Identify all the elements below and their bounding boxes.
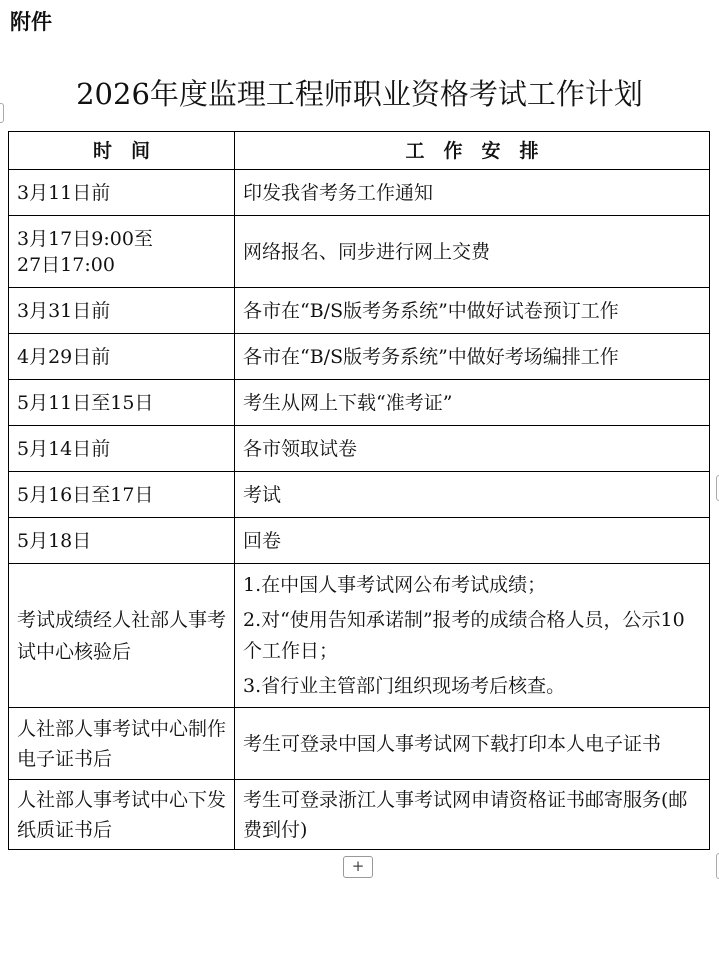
arrangement-cell[interactable]: [235, 564, 710, 708]
arrangement-cell[interactable]: 考生从网上下载“准考证”: [235, 380, 710, 426]
attachment-label: 附件: [10, 10, 52, 34]
arrangement-line: 2.对“使用告知承诺制”报考的成绩合格人员，公示10个工作日；: [243, 608, 685, 662]
time-cell[interactable]: 5月14日前: [9, 426, 235, 472]
time-cell[interactable]: 5月16日至17日: [9, 472, 235, 518]
time-cell[interactable]: 人社部人事考试中心制作电子证书后: [9, 708, 235, 780]
document-title: 2026年度监理工程师职业资格考试工作计划: [76, 77, 643, 111]
arrangement-cell[interactable]: 网络报名、同步进行网上交费: [235, 216, 710, 288]
table-row: [9, 426, 710, 472]
table-row: [9, 518, 710, 564]
table-row: [9, 334, 710, 380]
table-row: [9, 170, 710, 216]
arrangement-cell[interactable]: 各市领取试卷: [235, 426, 710, 472]
time-cell[interactable]: 5月18日: [9, 518, 235, 564]
arrangement-cell[interactable]: 考生可登录浙江人事考试网申请资格证书邮寄服务(邮费到付): [235, 780, 710, 850]
time-cell[interactable]: 人社部人事考试中心下发纸质证书后: [9, 780, 235, 850]
arrangement-cell[interactable]: 考生可登录中国人事考试网下载打印本人电子证书: [235, 708, 710, 780]
time-cell[interactable]: 考试成绩经人社部人事考试中心核验后: [9, 564, 235, 708]
time-cell[interactable]: 3月11日前: [9, 170, 235, 216]
arrangement-cell[interactable]: 回卷: [235, 518, 710, 564]
table-row: [9, 708, 710, 780]
table-row: [9, 564, 710, 708]
time-cell[interactable]: 4月29日前: [9, 334, 235, 380]
arrangement-cell[interactable]: 印发我省考务工作通知: [235, 170, 710, 216]
exam-plan-table: [8, 131, 710, 850]
table-row: [9, 380, 710, 426]
table-row: [9, 472, 710, 518]
time-cell[interactable]: 5月11日至15日: [9, 380, 235, 426]
table-row: [9, 288, 710, 334]
plus-icon: +: [351, 857, 365, 875]
arrangement-line: 1.在中国人事考试网公布考试成绩；: [243, 573, 547, 596]
arrangement-cell[interactable]: 考试: [235, 472, 710, 518]
time-line: 27日17:00: [17, 253, 115, 276]
header-arrangement: 工 作 安 排: [235, 132, 710, 170]
time-cell[interactable]: [9, 216, 235, 288]
time-line: 3月17日9:00至: [17, 227, 153, 250]
arrangement-cell[interactable]: 各市在“B/S版考务系统”中做好考场编排工作: [235, 334, 710, 380]
time-cell[interactable]: 3月31日前: [9, 288, 235, 334]
arrangement-cell[interactable]: 各市在“B/S版考务系统”中做好试卷预订工作: [235, 288, 710, 334]
table-row: [9, 780, 710, 850]
table-row: [9, 216, 710, 288]
arrangement-line: 3.省行业主管部门组织现场考后核查。: [243, 674, 566, 697]
header-time: 时 间: [9, 132, 235, 170]
add-row-button[interactable]: [343, 856, 373, 878]
